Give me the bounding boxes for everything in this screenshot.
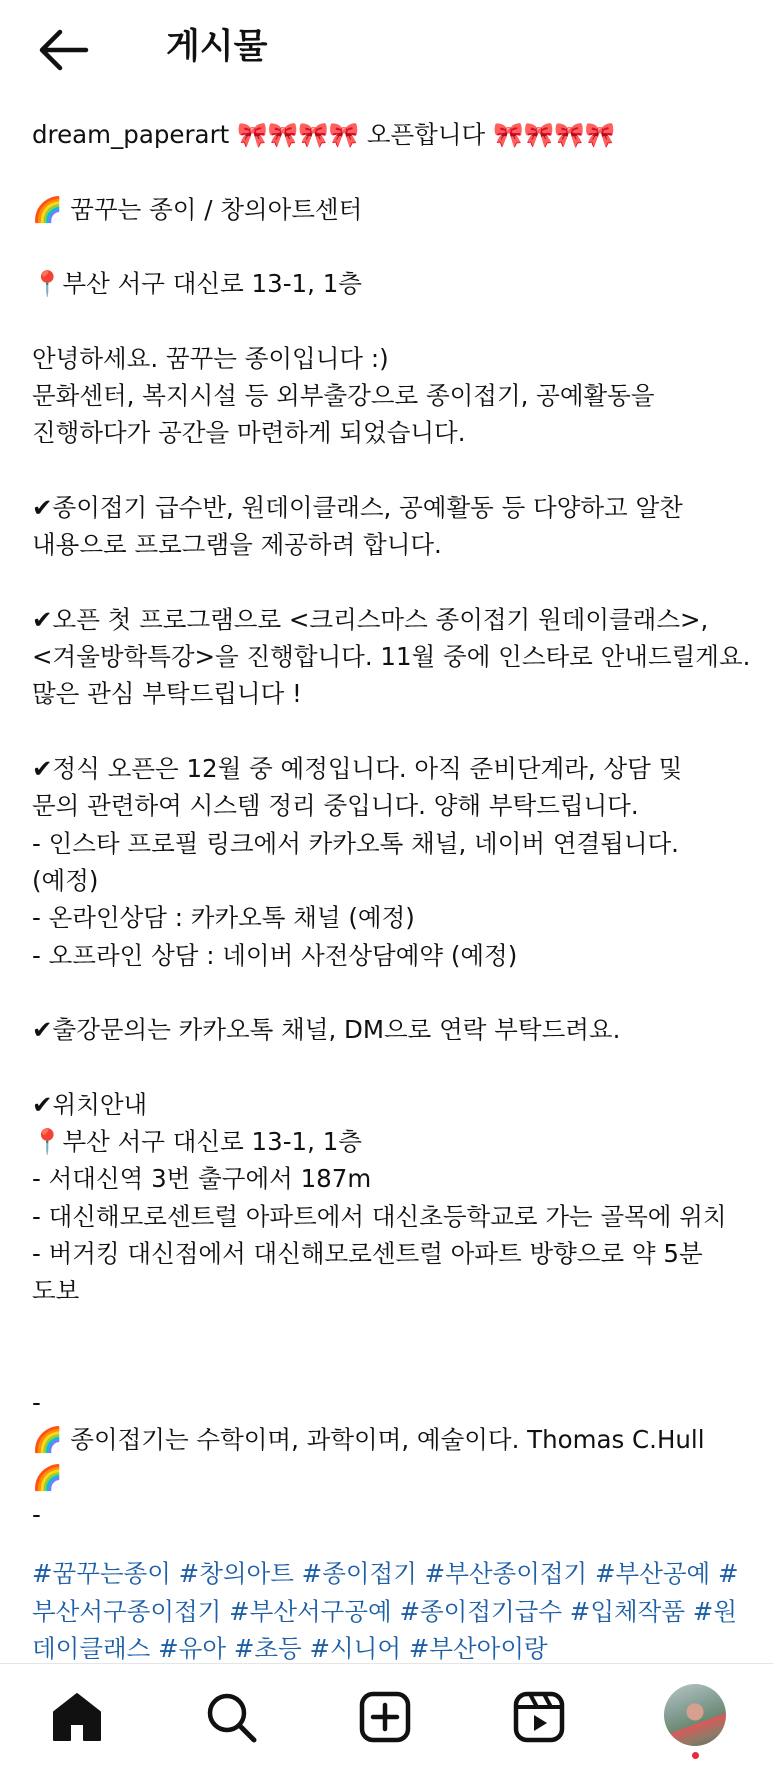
caption-line: dream_paperart 🎀🎀🎀🎀 오픈합니다 🎀🎀🎀🎀 <box>32 120 615 149</box>
reels-icon <box>510 1688 568 1746</box>
hashtag-link[interactable]: #부산서구종이접기 <box>32 1559 739 1626</box>
caption-line <box>32 974 752 1011</box>
caption-line: - 서대신역 3번 출구에서 187m <box>32 1164 372 1194</box>
caption-line: 📍부산 서구 대신로 13-1, 1층 <box>32 1127 362 1157</box>
caption-line: 진행하다가 공간을 마련하게 되었습니다. <box>32 418 466 448</box>
caption-line: 안녕하세요. 꿈꾸는 종이입니다 :) <box>32 343 389 373</box>
hashtag-link[interactable]: #부산종이접기 <box>424 1559 588 1588</box>
caption-line: ✔출강문의는 카카오톡 채널, DM으로 연락 부탁드려요. <box>32 1015 621 1045</box>
hashtag-link[interactable]: #종이접기 <box>301 1559 417 1588</box>
nav-create-button[interactable] <box>350 1682 420 1752</box>
caption-line: 🌈 종이접기는 수학이며, 과학이며, 예술이다. Thomas C.Hull <box>32 1425 705 1455</box>
caption-line: 문화센터, 복지시설 등 외부출강으로 종이접기, 공예활동을 <box>32 381 655 411</box>
caption-line: ✔종이접기 급수반, 원데이클래스, 공예활동 등 다양하고 알찬 <box>32 492 683 522</box>
hashtag-link[interactable]: #부산서구공예 <box>229 1596 392 1626</box>
home-icon <box>48 1688 106 1746</box>
caption-line: 도보 <box>32 1276 80 1306</box>
search-icon <box>202 1688 260 1746</box>
nav-home-button[interactable] <box>42 1682 112 1752</box>
back-button[interactable] <box>34 22 94 78</box>
hashtag-link[interactable]: #원데이클래스 <box>32 1596 737 1663</box>
caption-line: 문의 관련하여 시스템 정리 중입니다. 양해 부탁드립니다. <box>32 791 639 821</box>
nav-reels-button[interactable] <box>504 1682 574 1752</box>
hashtag-link[interactable]: #시니어 <box>309 1634 402 1663</box>
caption-line: - <box>32 1499 41 1529</box>
caption-line: ✔위치안내 <box>32 1089 148 1119</box>
caption-line <box>32 713 752 750</box>
caption-line: - 인스타 프로필 링크에서 카카오톡 채널, 네이버 연결됩니다. <box>32 828 679 858</box>
caption-line: (예정) <box>32 865 99 895</box>
caption-line: 🌈 <box>32 1462 63 1492</box>
caption-line <box>32 302 752 339</box>
hashtag-list <box>32 1555 757 1663</box>
hashtag-link[interactable]: #부산아이랑 <box>408 1634 548 1663</box>
caption-line: - <box>32 1388 41 1418</box>
hashtag-link[interactable]: #창의아트 <box>178 1559 294 1588</box>
caption-line <box>32 1310 752 1347</box>
hashtag-link[interactable]: #부산공예 <box>595 1559 711 1588</box>
bottom-nav <box>0 1663 773 1777</box>
caption-line <box>32 1347 752 1384</box>
hashtag-link[interactable]: #꿈꾸는종이 <box>32 1559 171 1588</box>
hashtag-link[interactable]: #초등 <box>233 1634 302 1663</box>
nav-search-button[interactable] <box>196 1682 266 1752</box>
caption-line <box>32 228 752 265</box>
page-title: 게시물 <box>166 27 268 67</box>
create-post-icon <box>356 1688 414 1746</box>
notification-dot <box>692 1752 699 1759</box>
hashtag-link[interactable]: #종이접기급수 <box>399 1596 562 1626</box>
hashtag-link[interactable]: #유아 <box>158 1634 227 1663</box>
caption-line: 📍부산 서구 대신로 13-1, 1층 <box>32 269 362 299</box>
caption-line: 많은 관심 부탁드립니다 ! <box>32 679 302 709</box>
caption-line: ✔정식 오픈은 12월 중 예정입니다. 아직 준비단계라, 상담 및 <box>32 754 683 784</box>
caption-line: - 버거킹 대신점에서 대신해모로센트럴 아파트 방향으로 약 5분 <box>32 1238 703 1268</box>
caption-line: - 온라인상담 : 카카오톡 채널 (예정) <box>32 903 415 933</box>
caption-line <box>32 564 752 601</box>
caption-line: <겨울방학특강>을 진행합니다. 11월 중에 인스타로 안내드릴게요. <box>32 642 751 672</box>
top-bar <box>0 0 773 96</box>
caption-line: - 오프라인 상담 : 네이버 사전상담예약 (예정) <box>32 940 518 970</box>
profile-avatar[interactable] <box>664 1684 726 1746</box>
post-caption <box>32 116 752 1533</box>
caption-line: ✔오픈 첫 프로그램으로 <크리스마스 종이접기 원데이클래스>, <box>32 604 709 634</box>
caption-line <box>32 452 752 489</box>
caption-line <box>32 153 752 190</box>
caption-line: 🌈 꿈꾸는 종이 / 창의아트센터 <box>32 194 363 224</box>
arrow-left-icon <box>34 22 94 78</box>
caption-line <box>32 1048 752 1085</box>
hashtag-link[interactable]: #입체작품 <box>569 1596 685 1626</box>
caption-line: - 대신해모로센트럴 아파트에서 대신초등학교로 가는 골목에 위치 <box>32 1201 727 1231</box>
caption-line: 내용으로 프로그램을 제공하려 합니다. <box>32 530 442 560</box>
